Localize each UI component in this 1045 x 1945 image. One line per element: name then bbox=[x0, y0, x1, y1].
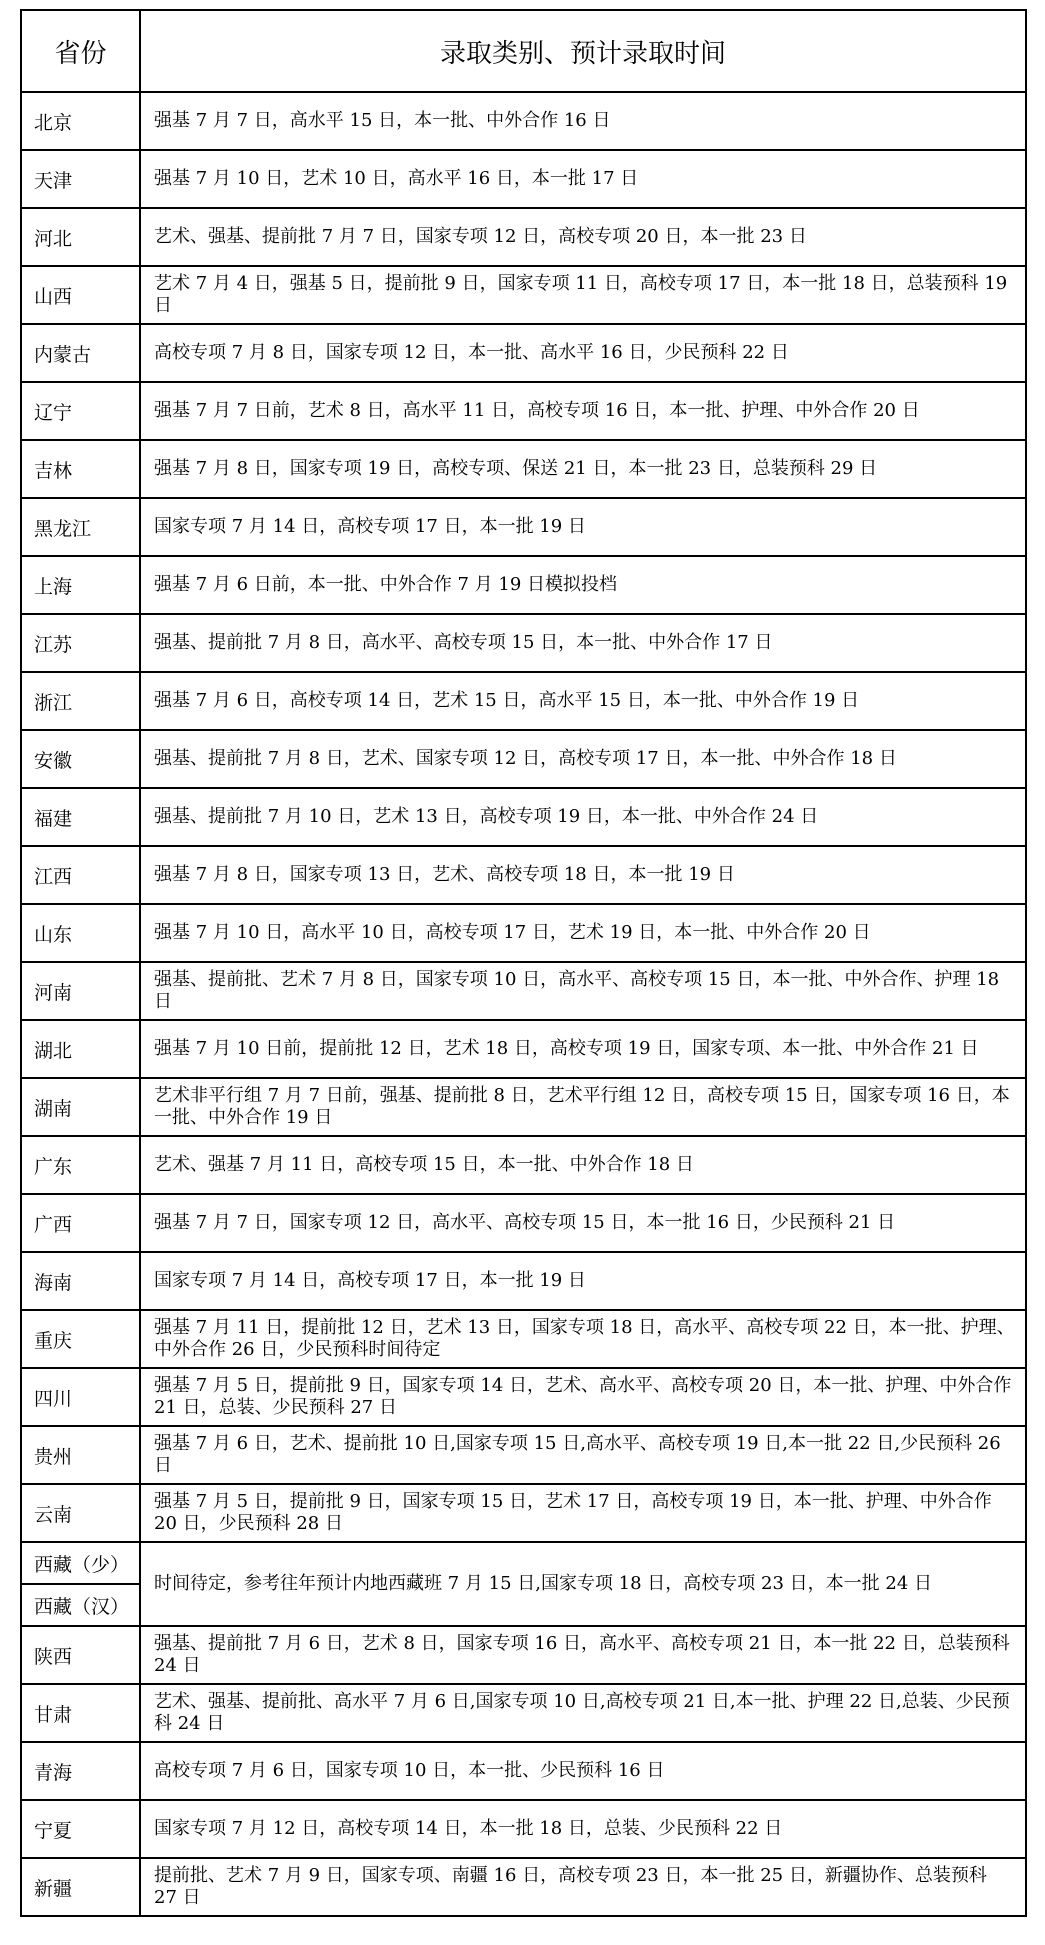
province-cell: 河北 bbox=[21, 208, 140, 266]
schedule-cell: 强基 7 月 6 日前，本一批、中外合作 7 月 19 日模拟投档 bbox=[140, 556, 1026, 614]
schedule-cell: 艺术、强基、提前批 7 月 7 日，国家专项 12 日，高校专项 20 日，本一批 23 日 bbox=[140, 208, 1026, 266]
schedule-cell: 国家专项 7 月 12 日，高校专项 14 日，本一批 18 日，总装、少民预科 22 日 bbox=[140, 1800, 1026, 1858]
schedule-cell: 强基 7 月 11 日，提前批 12 日，艺术 13 日，国家专项 18 日，高水平、高校专项 22 日，本一批、护理、中外合作 26 日，少民预科时间待定 bbox=[140, 1310, 1026, 1368]
schedule-cell: 强基 7 月 10 日，高水平 10 日，高校专项 17 日，艺术 19 日，本一批、中外合作 20 日 bbox=[140, 904, 1026, 962]
table-row bbox=[21, 1484, 1026, 1542]
table-row bbox=[21, 208, 1026, 266]
admission-schedule-table bbox=[20, 9, 1027, 1917]
schedule-cell: 艺术非平行组 7 月 7 日前，强基、提前批 8 日，艺术平行组 12 日，高校专项 15 日，国家专项 16 日，本一批、中外合作 19 日 bbox=[140, 1078, 1026, 1136]
schedule-cell: 强基、提前批 7 月 10 日，艺术 13 日，高校专项 19 日，本一批、中外合作 24 日 bbox=[140, 788, 1026, 846]
province-cell: 新疆 bbox=[21, 1858, 140, 1916]
province-cell: 内蒙古 bbox=[21, 324, 140, 382]
table-row bbox=[21, 1684, 1026, 1742]
schedule-cell: 强基、提前批 7 月 6 日，艺术 8 日，国家专项 16 日，高水平、高校专项 21 日，本一批 22 日，总装预科 24 日 bbox=[140, 1626, 1026, 1684]
table-row bbox=[21, 1368, 1026, 1426]
schedule-cell: 强基、提前批 7 月 8 日，高水平、高校专项 15 日，本一批、中外合作 17 日 bbox=[140, 614, 1026, 672]
province-cell: 河南 bbox=[21, 962, 140, 1020]
table-row bbox=[21, 1426, 1026, 1484]
province-cell: 甘肃 bbox=[21, 1684, 140, 1742]
table-header-row bbox=[21, 10, 1026, 92]
province-cell: 福建 bbox=[21, 788, 140, 846]
table-row bbox=[21, 382, 1026, 440]
table-row bbox=[21, 1194, 1026, 1252]
table-row bbox=[21, 788, 1026, 846]
header-description: 录取类别、预计录取时间 bbox=[140, 10, 1026, 92]
province-cell: 辽宁 bbox=[21, 382, 140, 440]
province-cell: 天津 bbox=[21, 150, 140, 208]
schedule-cell: 艺术、强基、提前批、高水平 7 月 6 日,国家专项 10 日,高校专项 21 日,本一批、护理 22 日,总装、少民预科 24 日 bbox=[140, 1684, 1026, 1742]
province-cell: 青海 bbox=[21, 1742, 140, 1800]
table-row bbox=[21, 1742, 1026, 1800]
province-cell: 四川 bbox=[21, 1368, 140, 1426]
schedule-cell: 国家专项 7 月 14 日，高校专项 17 日，本一批 19 日 bbox=[140, 1252, 1026, 1310]
province-cell: 云南 bbox=[21, 1484, 140, 1542]
schedule-cell: 强基 7 月 7 日，国家专项 12 日，高水平、高校专项 15 日，本一批 16 日，少民预科 21 日 bbox=[140, 1194, 1026, 1252]
province-cell: 江苏 bbox=[21, 614, 140, 672]
schedule-cell: 强基 7 月 8 日，国家专项 13 日，艺术、高校专项 18 日，本一批 19 日 bbox=[140, 846, 1026, 904]
table-body bbox=[21, 92, 1026, 1916]
province-cell: 广西 bbox=[21, 1194, 140, 1252]
province-cell: 广东 bbox=[21, 1136, 140, 1194]
table-row bbox=[21, 1310, 1026, 1368]
schedule-cell: 艺术、强基 7 月 11 日，高校专项 15 日，本一批、中外合作 18 日 bbox=[140, 1136, 1026, 1194]
province-cell: 黑龙江 bbox=[21, 498, 140, 556]
table-row bbox=[21, 614, 1026, 672]
province-cell: 宁夏 bbox=[21, 1800, 140, 1858]
schedule-cell: 强基、提前批、艺术 7 月 8 日，国家专项 10 日，高水平、高校专项 15 日，本一批、中外合作、护理 18 日 bbox=[140, 962, 1026, 1020]
province-cell-tibet-han: 西藏（汉） bbox=[21, 1584, 140, 1626]
schedule-cell: 强基 7 月 7 日前，艺术 8 日，高水平 11 日，高校专项 16 日，本一批、护理、中外合作 20 日 bbox=[140, 382, 1026, 440]
table-row bbox=[21, 846, 1026, 904]
schedule-cell: 强基 7 月 10 日前，提前批 12 日，艺术 18 日，高校专项 19 日，国家专项、本一批、中外合作 21 日 bbox=[140, 1020, 1026, 1078]
table-row bbox=[21, 1858, 1026, 1916]
province-cell: 山西 bbox=[21, 266, 140, 324]
schedule-cell: 国家专项 7 月 14 日，高校专项 17 日，本一批 19 日 bbox=[140, 498, 1026, 556]
province-cell: 江西 bbox=[21, 846, 140, 904]
province-cell: 山东 bbox=[21, 904, 140, 962]
table-row bbox=[21, 266, 1026, 324]
schedule-cell: 强基 7 月 6 日，高校专项 14 日，艺术 15 日，高水平 15 日，本一批、中外合作 19 日 bbox=[140, 672, 1026, 730]
schedule-cell-tibet: 时间待定，参考往年预计内地西藏班 7 月 15 日,国家专项 18 日，高校专项 23 日，本一批 24 日 bbox=[140, 1542, 1026, 1626]
schedule-cell: 强基 7 月 7 日，高水平 15 日，本一批、中外合作 16 日 bbox=[140, 92, 1026, 150]
table-row bbox=[21, 904, 1026, 962]
province-cell: 湖北 bbox=[21, 1020, 140, 1078]
table-row bbox=[21, 1800, 1026, 1858]
province-cell: 吉林 bbox=[21, 440, 140, 498]
schedule-cell: 强基、提前批 7 月 8 日，艺术、国家专项 12 日，高校专项 17 日，本一批、中外合作 18 日 bbox=[140, 730, 1026, 788]
schedule-cell: 强基 7 月 6 日，艺术、提前批 10 日,国家专项 15 日,高水平、高校专项 19 日,本一批 22 日,少民预科 26 日 bbox=[140, 1426, 1026, 1484]
province-cell: 陕西 bbox=[21, 1626, 140, 1684]
table-row bbox=[21, 1020, 1026, 1078]
table-row bbox=[21, 150, 1026, 208]
schedule-cell: 提前批、艺术 7 月 9 日，国家专项、南疆 16 日，高校专项 23 日，本一批 25 日，新疆协作、总装预科 27 日 bbox=[140, 1858, 1026, 1916]
province-cell: 浙江 bbox=[21, 672, 140, 730]
table-row bbox=[21, 1136, 1026, 1194]
province-cell: 湖南 bbox=[21, 1078, 140, 1136]
table-row bbox=[21, 672, 1026, 730]
province-cell: 贵州 bbox=[21, 1426, 140, 1484]
table-row bbox=[21, 440, 1026, 498]
schedule-cell: 强基 7 月 5 日，提前批 9 日，国家专项 15 日，艺术 17 日，高校专项 19 日，本一批、护理、中外合作 20 日，少民预科 28 日 bbox=[140, 1484, 1026, 1542]
table-row bbox=[21, 962, 1026, 1020]
schedule-cell: 强基 7 月 10 日，艺术 10 日，高水平 16 日，本一批 17 日 bbox=[140, 150, 1026, 208]
table-row bbox=[21, 324, 1026, 382]
table-row bbox=[21, 1078, 1026, 1136]
schedule-cell: 高校专项 7 月 6 日，国家专项 10 日，本一批、少民预科 16 日 bbox=[140, 1742, 1026, 1800]
province-cell-tibet-minority: 西藏（少） bbox=[21, 1542, 140, 1584]
table-row bbox=[21, 1252, 1026, 1310]
table-row bbox=[21, 556, 1026, 614]
province-cell: 重庆 bbox=[21, 1310, 140, 1368]
province-cell: 安徽 bbox=[21, 730, 140, 788]
schedule-cell: 艺术 7 月 4 日，强基 5 日，提前批 9 日，国家专项 11 日，高校专项 17 日，本一批 18 日，总装预科 19 日 bbox=[140, 266, 1026, 324]
province-cell: 北京 bbox=[21, 92, 140, 150]
header-province: 省份 bbox=[21, 10, 140, 92]
table-row-tibet bbox=[21, 1542, 1026, 1584]
table-row bbox=[21, 92, 1026, 150]
province-cell: 海南 bbox=[21, 1252, 140, 1310]
province-cell: 上海 bbox=[21, 556, 140, 614]
table-row bbox=[21, 498, 1026, 556]
schedule-cell: 高校专项 7 月 8 日，国家专项 12 日，本一批、高水平 16 日，少民预科 22 日 bbox=[140, 324, 1026, 382]
schedule-cell: 强基 7 月 8 日，国家专项 19 日，高校专项、保送 21 日，本一批 23 日，总装预科 29 日 bbox=[140, 440, 1026, 498]
table-row bbox=[21, 730, 1026, 788]
schedule-cell: 强基 7 月 5 日，提前批 9 日，国家专项 14 日，艺术、高水平、高校专项 20 日，本一批、护理、中外合作 21 日，总装、少民预科 27 日 bbox=[140, 1368, 1026, 1426]
table-row bbox=[21, 1626, 1026, 1684]
